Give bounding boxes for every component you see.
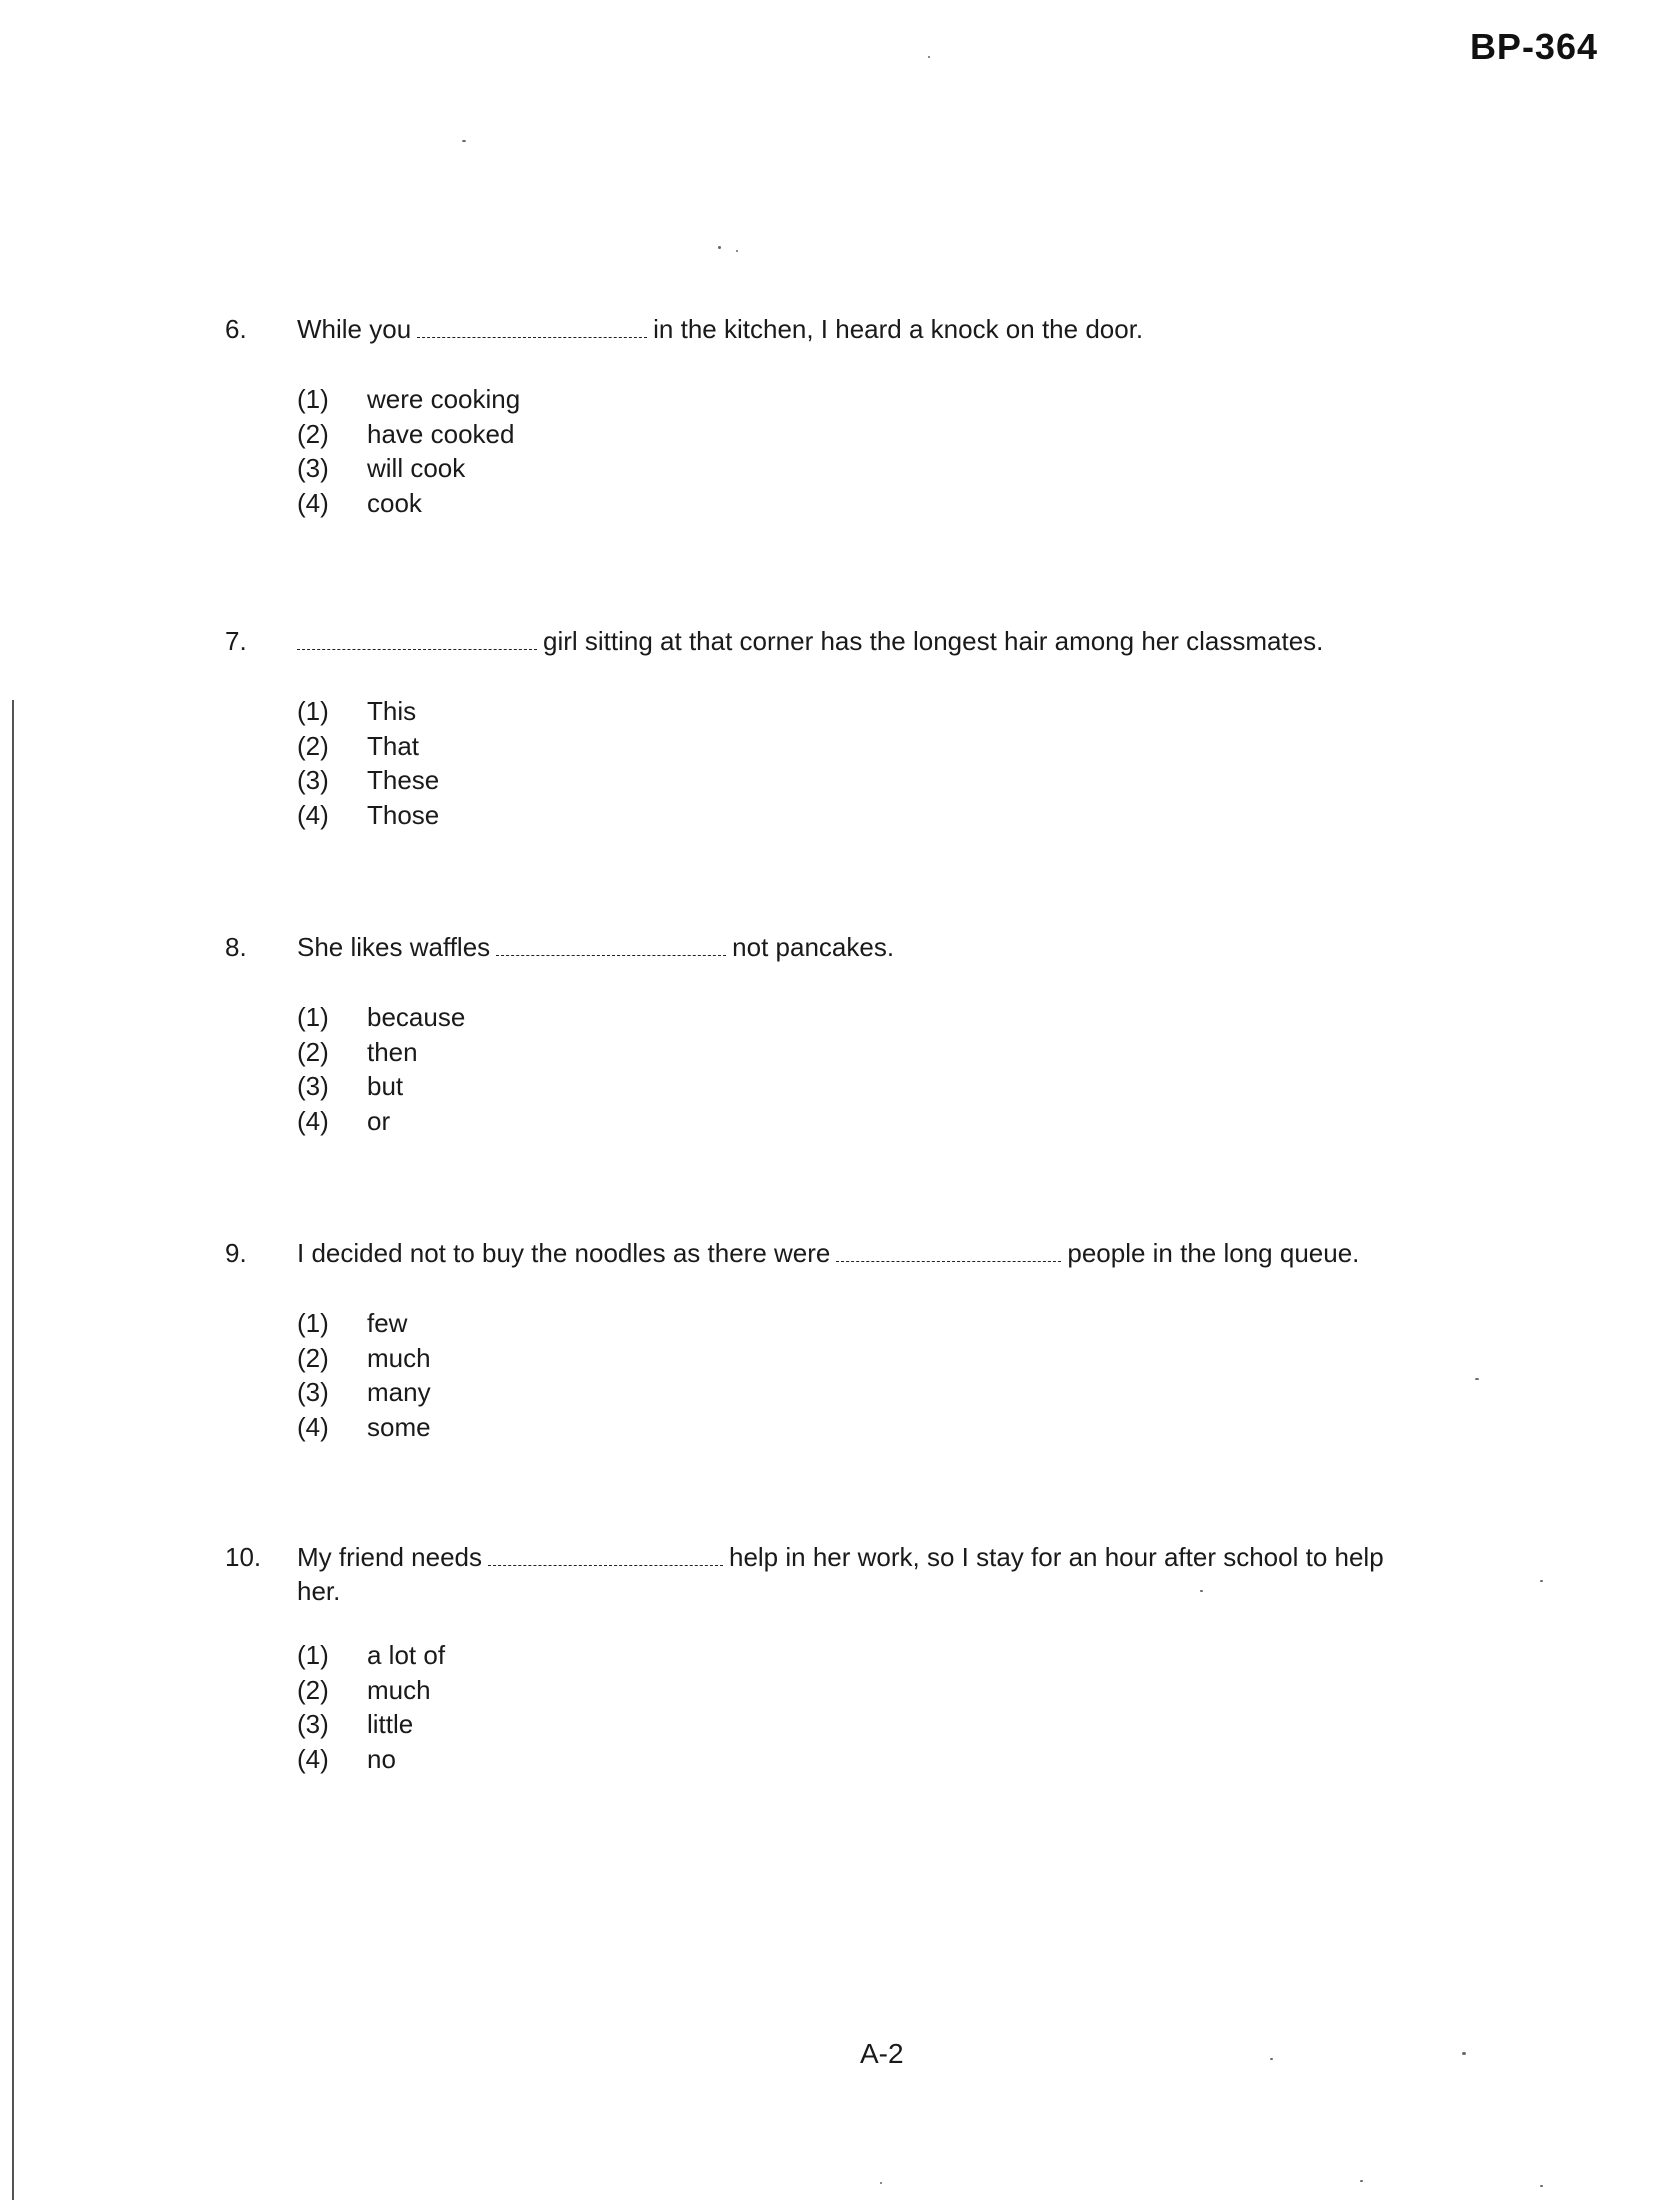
scan-speck [1200, 1590, 1203, 1592]
page-number: A-2 [860, 2038, 904, 2069]
option-3 [297, 451, 1525, 486]
option-number: (2) [297, 730, 329, 761]
scan-speck [1475, 1378, 1479, 1380]
option-number: (4) [297, 799, 329, 830]
stem-after-blank: not pancakes. [732, 932, 895, 962]
option-number: (3) [297, 1709, 329, 1739]
scan-speck [1360, 2180, 1363, 2182]
option-3 [297, 1375, 1525, 1410]
option-text: much [367, 1674, 431, 1705]
option-3 [297, 1069, 1525, 1104]
scan-speck [736, 250, 738, 252]
stem-before-blank: I decided not to buy the noodles as there were [297, 1238, 831, 1268]
option-2 [297, 729, 1525, 764]
stem-before-blank: My friend needs [297, 1542, 482, 1572]
question-number: 8. [225, 932, 247, 962]
question-6 [225, 312, 1525, 520]
stem-before-blank: While you [297, 314, 412, 344]
option-text: many [367, 1377, 431, 1407]
option-number: (4) [297, 1105, 329, 1136]
scan-speck [718, 246, 721, 249]
question-number: 7. [225, 626, 247, 656]
option-text: but [367, 1071, 404, 1101]
question-stem [297, 930, 894, 964]
question-stem [297, 312, 1143, 346]
option-text: Those [367, 799, 440, 830]
question-number: 6. [225, 314, 247, 344]
question-stem [297, 624, 1323, 658]
stem-before-blank: She likes waffles [297, 932, 491, 962]
option-text: or [367, 1105, 391, 1136]
scan-speck [928, 56, 930, 58]
option-text: then [367, 1036, 418, 1067]
option-1 [297, 694, 1525, 729]
option-1 [297, 1638, 1525, 1673]
option-number: (3) [297, 453, 329, 483]
option-4 [297, 1104, 1525, 1139]
scan-speck [1270, 2058, 1273, 2060]
option-number: (1) [297, 1640, 329, 1670]
option-4 [297, 1742, 1525, 1777]
option-text: little [367, 1709, 414, 1739]
option-number: (2) [297, 1674, 329, 1705]
option-text: some [367, 1411, 431, 1442]
option-3 [297, 763, 1525, 798]
stem-after-blank: girl sitting at that corner has the longest hair among her classmates. [543, 626, 1324, 656]
question-number: 10. [225, 1542, 262, 1572]
scan-speck [1462, 2052, 1466, 2055]
option-text: cook [367, 487, 422, 518]
option-list [297, 382, 1525, 520]
question-stem [297, 1540, 1384, 1574]
option-list [297, 1638, 1525, 1776]
answer-blank [417, 336, 647, 338]
option-4 [297, 798, 1525, 833]
option-2 [297, 417, 1525, 452]
option-text: have cooked [367, 418, 515, 449]
option-number: (3) [297, 1377, 329, 1407]
scan-speck [1540, 2185, 1543, 2187]
scan-speck [880, 2182, 882, 2184]
option-number: (2) [297, 1036, 329, 1067]
answer-blank [488, 1564, 723, 1566]
option-number: (1) [297, 1308, 329, 1338]
question-10 [225, 1540, 1525, 1776]
option-text: This [367, 696, 417, 726]
option-number: (3) [297, 765, 329, 795]
option-number: (4) [297, 1743, 329, 1774]
option-number: (1) [297, 696, 329, 726]
option-4 [297, 486, 1525, 521]
option-4 [297, 1410, 1525, 1445]
stem-after-blank: people in the long queue. [1067, 1238, 1360, 1268]
option-2 [297, 1341, 1525, 1376]
answer-blank [297, 648, 537, 650]
stem-after-blank: in the kitchen, I heard a knock on the door. [653, 314, 1144, 344]
stem-continuation: her. [297, 1576, 341, 1606]
answer-blank [496, 954, 726, 956]
scan-speck [1540, 1580, 1543, 1582]
option-list [297, 1306, 1525, 1444]
option-number: (3) [297, 1071, 329, 1101]
option-1 [297, 382, 1525, 417]
page-edge-rule [12, 700, 14, 2200]
option-text: much [367, 1342, 431, 1373]
option-list [297, 694, 1525, 832]
question-9 [225, 1236, 1525, 1444]
option-3 [297, 1707, 1525, 1742]
option-text: a lot of [367, 1640, 446, 1670]
option-number: (4) [297, 1411, 329, 1442]
option-2 [297, 1673, 1525, 1708]
paper-code: BP-364 [1469, 26, 1598, 67]
question-number: 9. [225, 1238, 247, 1268]
answer-blank [836, 1260, 1061, 1262]
question-8 [225, 930, 1525, 1138]
option-2 [297, 1035, 1525, 1070]
option-1 [297, 1000, 1525, 1035]
option-number: (4) [297, 487, 329, 518]
option-text: were cooking [367, 384, 521, 414]
option-list [297, 1000, 1525, 1138]
option-text: no [367, 1743, 396, 1774]
option-text: That [367, 730, 420, 761]
option-number: (1) [297, 384, 329, 414]
option-number: (1) [297, 1002, 329, 1032]
option-text: because [367, 1002, 466, 1032]
stem-after-blank: help in her work, so I stay for an hour after school to help [728, 1542, 1384, 1572]
option-number: (2) [297, 1342, 329, 1373]
option-text: few [367, 1308, 408, 1338]
option-text: will cook [367, 453, 466, 483]
scan-speck [462, 140, 466, 142]
question-stem [297, 1236, 1359, 1270]
option-1 [297, 1306, 1525, 1341]
option-number: (2) [297, 418, 329, 449]
option-text: These [367, 765, 440, 795]
question-7 [225, 624, 1525, 832]
